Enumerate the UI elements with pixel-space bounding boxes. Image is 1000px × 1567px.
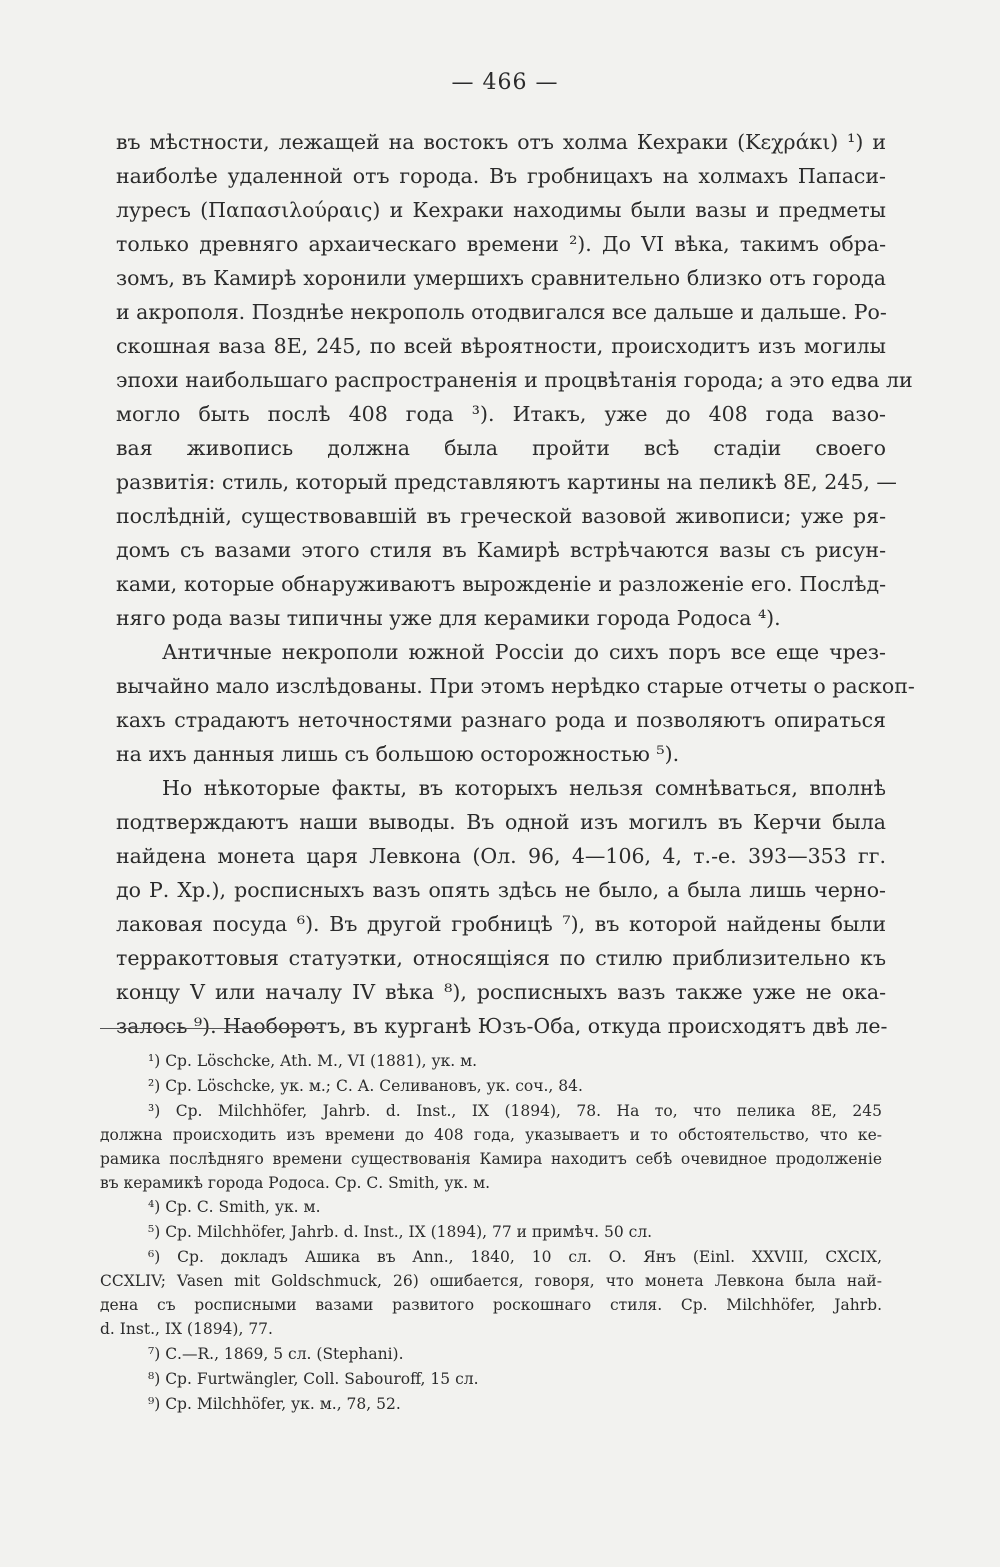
footnote-line: CCXLIV; Vasen mit Goldschmuck, 26) ошибается, говоря, что монета Левкона была най- [100,1272,882,1290]
body-line: лаковая посуда ⁶). Въ другой гробницѣ ⁷), въ которой найдены были [116,912,886,936]
footnote-line: ⁵) Ср. Milchhöfer, Jahrb. d. Inst., IX (1894), 77 и примѣч. 50 сл. [148,1223,653,1241]
body-line: найдена монета царя Левкона (Ол. 96, 4—106, 4, т.-е. 393—353 гг. [116,844,886,868]
footnote-separator [100,1028,322,1029]
body-line: залось ⁹). Наоборотъ, въ курганѣ Юзъ-Оба, откуда происходятъ двѣ ле- [116,1014,888,1038]
body-line: развитія: стиль, который представляютъ картины на пеликѣ 8Ε, 245, — [116,470,897,494]
body-line: кахъ страдаютъ неточностями разнаго рода и позволяютъ опираться [116,708,886,732]
body-line: вычайно мало изслѣдованы. При этомъ нерѣдко старые отчеты о раскоп- [116,674,915,698]
footnote-line: ⁷) С.—R., 1869, 5 сл. (Stephani). [148,1345,404,1363]
body-line: Но нѣкоторые факты, въ которыхъ нельзя сомнѣваться, вполнѣ [162,776,886,800]
body-line: зомъ, въ Камирѣ хоронили умершихъ сравнительно близко отъ города [116,266,886,290]
footnote-line: въ керамикѣ города Родоса. Ср. С. Smith, ук. м. [100,1174,491,1192]
page-number: — 466 — [451,70,559,95]
body-line: вая живопись должна была пройти всѣ стадіи своего [116,436,886,460]
body-line: терракоттовыя статуэтки, относящіяся по стилю приблизительно къ [116,946,886,970]
body-line: подтверждаютъ наши выводы. Въ одной изъ могилъ въ Керчи была [116,810,886,834]
body-line: въ мѣстности, лежащей на востокъ отъ холма Кехраки (Κεχράκι) ¹) и [116,130,886,154]
body-line: скошная ваза 8Ε, 245, по всей вѣроятности, происходитъ изъ могилы [116,334,886,358]
body-line: послѣдній, существовавшій въ греческой вазовой живописи; уже ря- [116,504,886,528]
footnote-line: ²) Ср. Löschcke, ук. м.; С. А. Селивановъ, ук. соч., 84. [148,1077,583,1095]
body-line: на ихъ данныя лишь съ большою осторожностью ⁵). [116,742,680,766]
footnote-line: ³) Ср. Milchhöfer, Jahrb. d. Inst., IX (1894), 78. На то, что пелика 8Ε, 245 [148,1102,882,1120]
footnote-line: дена съ росписными вазами развитого роскошнаго стиля. Ср. Milchhöfer, Jahrb. [100,1296,882,1314]
footnote-line: должна происходить изъ времени до 408 года, указываетъ и то обстоятельство, что ке- [100,1126,882,1144]
body-line: наиболѣе удаленной отъ города. Въ гробницахъ на холмахъ Папаси- [116,164,886,188]
footnote-line: рамика послѣдняго времени существованія Камира находитъ себѣ очевидное продолженіе [100,1150,882,1168]
footnote-line: ⁶) Ср. докладъ Ашика въ Ann., 1840, 10 сл. О. Янъ (Einl. XXVIII, CXCIX, [148,1248,882,1266]
body-line: могло быть послѣ 408 года ³). Итакъ, уже до 408 года вазо- [116,402,886,426]
body-line: Античные некрополи южной Россіи до сихъ поръ все еще чрез- [162,640,886,664]
footnote-line: ¹) Ср. Löschcke, Ath. M., VI (1881), ук. м. [148,1052,478,1070]
body-line: только древняго архаическаго времени ²). До VI вѣка, такимъ обра- [116,232,886,256]
body-line: луресъ (Παπασιλούραις) и Кехраки находимы были вазы и предметы [116,198,886,222]
body-line: няго рода вазы типичны уже для керамики города Родоса ⁴). [116,606,781,630]
body-line: ками, которые обнаруживаютъ вырожденіе и разложеніе его. Послѣд- [116,572,886,596]
body-line: концу V или началу IV вѣка ⁸), росписныхъ вазъ также уже не ока- [116,980,886,1004]
footnote-line: ⁹) Ср. Milchhöfer, ук. м., 78, 52. [148,1395,401,1413]
body-line: и акрополя. Позднѣе некрополь отодвигался все дальше и дальше. Ро- [116,300,887,324]
footnote-line: d. Inst., IX (1894), 77. [100,1320,273,1338]
footnote-line: ⁸) Ср. Furtwängler, Coll. Sabouroff, 15 сл. [148,1370,479,1388]
body-line: до Р. Хр.), росписныхъ вазъ опять здѣсь не было, а была лишь черно- [116,878,886,902]
body-line: домъ съ вазами этого стиля въ Камирѣ встрѣчаются вазы съ рисун- [116,538,886,562]
footnote-line: ⁴) Ср. С. Smith, ук. м. [148,1198,321,1216]
body-line: эпохи наибольшаго распространенія и процвѣтанія города; а это едва ли [116,368,913,392]
